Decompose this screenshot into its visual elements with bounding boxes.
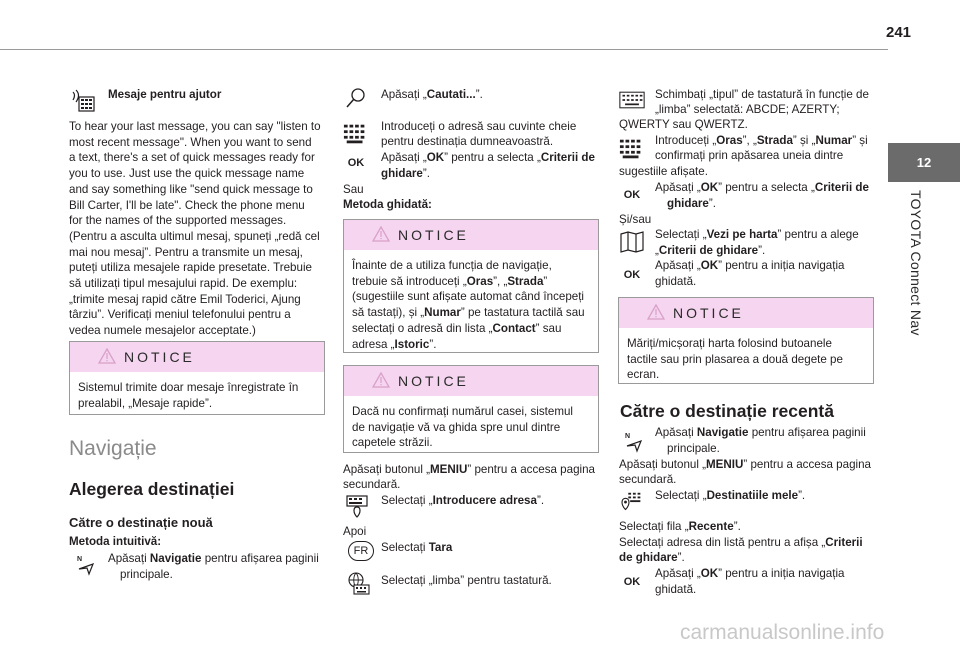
notice-title: NOTICE (398, 373, 469, 389)
text-line: most recent message". When you want to send (69, 135, 312, 149)
text-line: and say something like "send quick message to (69, 182, 313, 196)
step-search: Apăsați „Cautati...”. (381, 88, 483, 101)
text-line: Dacă nu confirmați numărul casei, sistemul (352, 405, 574, 418)
notice-title: NOTICE (124, 349, 195, 365)
section-heading-navigation: Navigație (69, 437, 157, 460)
text-line: capetele străzii. (352, 436, 433, 450)
ok-icon: OK (623, 269, 641, 281)
step-view-map-line2: „Criterii de ghidare”. (655, 244, 766, 257)
text-line: să utilizați tipul mesajului rapid. De exemplu: (69, 277, 298, 291)
notice-text (78, 380, 316, 411)
step-view-map: Selectați „Vezi pe harta” pentru a alege (655, 228, 859, 241)
text-line: adresa „Istoric”. (352, 337, 437, 351)
help-text (69, 119, 331, 339)
keyboard-language-icon (345, 570, 371, 596)
keyboard-icon (343, 121, 369, 147)
text-line: prealabil, „Mesaje rapide”. (78, 396, 213, 410)
intuitive-method-label: Metoda intuitivă: (69, 535, 162, 548)
step-language: Selectați „limba” pentru tastatură. (381, 574, 552, 587)
text-line: puteți utiliza mesajele rapide presetate. Trebuie (69, 261, 312, 275)
watermark: carmanualsonline.info (680, 621, 885, 644)
recent-step-my-destinations: Selectați „Destinatiile mele”. (655, 489, 806, 502)
navigation-arrow-icon (621, 428, 647, 454)
or-label: Sau (343, 183, 364, 196)
step-keyboard-type-line2: „limba” selectată: ABCDE; AZERTY; (655, 103, 840, 116)
notice-title: NOTICE (673, 305, 744, 321)
top-rule (0, 49, 888, 50)
then-label: Apoi (343, 525, 367, 538)
step-navigation: Apăsați Navigatie pentru afișarea paginii (108, 552, 319, 565)
notice-text (352, 258, 590, 352)
notice-box-3 (343, 365, 599, 453)
step-enter-address-select: Selectați „Introducere adresa”. (381, 494, 545, 507)
recent-step-navigation: Apăsați Navigatie pentru afișarea paginii (655, 426, 866, 439)
text-line: Bill Carter, I'll be late". Check the phone menu (69, 198, 305, 212)
step-navigation-line2: principale. (120, 568, 173, 581)
text-line: să tastați), și „Numar” pe tastatura tactilă sau (352, 306, 585, 320)
recent-step-tab: Selectați fila „Recente”. (619, 520, 741, 533)
and-or-label: Și/sau (619, 213, 652, 226)
step-start-guidance-line2: ghidată. (655, 275, 697, 288)
text-line: tactile sau prin plasarea a două degete pe (627, 352, 843, 366)
step-keyboard-type: Schimbați „tipul” de tastatură în funcție de (655, 88, 869, 101)
map-icon (619, 229, 645, 255)
notice-title: NOTICE (398, 227, 469, 243)
guided-method-label: Metoda ghidată: (343, 198, 432, 211)
ok-icon: OK (623, 576, 641, 588)
voice-keypad-icon (70, 87, 96, 113)
ok-icon: OK (623, 189, 641, 201)
search-icon (343, 85, 369, 111)
text-line: Înainte de a utiliza funcția de navigație, (352, 259, 552, 272)
text-line: To hear your last message, you can say "listen to (69, 120, 321, 133)
step-enter-city-line2: confirmați prin apăsarea uneia dintre (655, 149, 844, 162)
step-country: Selectați Tara (381, 541, 453, 554)
svg-text:N: N (625, 433, 631, 440)
enter-address-icon (345, 493, 371, 519)
notice-box-1 (69, 341, 325, 415)
step-ok: Apăsați „OK” pentru a selecta „Criterii de (381, 151, 595, 164)
svg-text:N: N (77, 556, 83, 563)
recent-step-menu: Apăsați butonul „MENIU” pentru a accesa pagina (619, 458, 871, 471)
step-keyboard-type-line3: QWERTY sau QWERTZ. (619, 118, 748, 131)
step-enter-city-line3: sugestiile afișate. (619, 165, 708, 178)
text-line: târziu”. Verificați meniul telefonului pentru a (69, 308, 291, 322)
text-line: for the names of the supported messages. (69, 214, 287, 228)
recent-step-select-address-line2: de ghidare”. (619, 551, 685, 564)
step-menu-line2: secundară. (343, 478, 401, 491)
text-line: ecran. (627, 368, 660, 382)
keyboard-type-icon (619, 87, 645, 113)
text-line: selectați o adresă din lista „Contact” sau (352, 321, 562, 335)
warning-icon (98, 348, 116, 364)
navigation-arrow-icon (73, 551, 99, 577)
recent-step-start: Apăsați „OK” pentru a iniția navigația (655, 567, 845, 580)
recent-step-select-address: Selectați adresa din listă pentru a afișa „Criterii (619, 536, 863, 549)
step-enter-address: Introduceți o adresă sau cuvinte cheie (381, 120, 577, 133)
text-line: (Pentru a asculta ultimul mesaj, spuneți „redă cel (69, 229, 320, 243)
ok-icon: OK (347, 157, 365, 169)
heading-choose-destination: Alegerea destinației (69, 479, 235, 499)
text-line: de navigație vă va ghida spre unul dintre (352, 420, 561, 434)
recent-step-start-line2: ghidată. (655, 583, 697, 596)
chapter-tab[interactable]: 12 (888, 143, 960, 182)
text-line: „trimite mesaj rapid către Emil Toderici, Ajung (69, 292, 301, 306)
step-ok-criteria-line2: ghidare”. (667, 197, 716, 210)
page-number: 241 (886, 24, 912, 41)
warning-icon (647, 304, 665, 320)
heading-recent-destination: Către o destinație recentă (620, 401, 834, 421)
notice-box-4 (618, 297, 874, 384)
notice-box-2 (343, 219, 599, 353)
warning-icon (372, 372, 390, 388)
step-enter-city: Introduceți „Oras”, „Strada” și „Numar” și (655, 134, 868, 147)
country-fr-icon: FR (348, 541, 374, 561)
chapter-label: TOYOTA Connect Nav (908, 190, 924, 336)
text-line: you to use. Just use the quick message name (69, 167, 305, 181)
step-ok-criteria: Apăsați „OK” pentru a selecta „Criterii de (655, 181, 869, 194)
step-menu: Apăsați butonul „MENIU” pentru a accesa pagina (343, 463, 595, 476)
text-line: trebuie să introduceți „Oras”, „Strada” (352, 274, 548, 288)
text-line: Măriți/micșorați harta folosind butoanele (627, 337, 832, 350)
text-line: mai nou mesaj”. Pentru a transmite un mesaj, (69, 245, 303, 259)
help-title: Mesaje pentru ajutor (108, 88, 222, 101)
heading-new-destination: Către o destinație nouă (69, 515, 213, 530)
text-line: (sugestiile sunt afișate automat când începeți (352, 290, 585, 304)
warning-icon (372, 226, 390, 242)
text-line: a text, there's a set of quick messages ready for (69, 151, 315, 165)
step-ok-line2: ghidare”. (381, 167, 430, 180)
recent-step-navigation-line2: principale. (667, 442, 720, 455)
notice-text (627, 336, 865, 383)
notice-text (352, 404, 590, 451)
keyboard-icon (619, 136, 645, 162)
my-destinations-icon (619, 490, 645, 516)
text-line: Sistemul trimite doar mesaje înregistrate în (78, 381, 299, 394)
text-line: vedea numele mesajelor acceptate.) (69, 324, 256, 338)
step-enter-address-line2: pentru destinația dumneavoastră. (381, 135, 554, 148)
recent-step-menu-line2: secundară. (619, 473, 677, 486)
step-start-guidance: Apăsați „OK” pentru a iniția navigația (655, 259, 845, 272)
